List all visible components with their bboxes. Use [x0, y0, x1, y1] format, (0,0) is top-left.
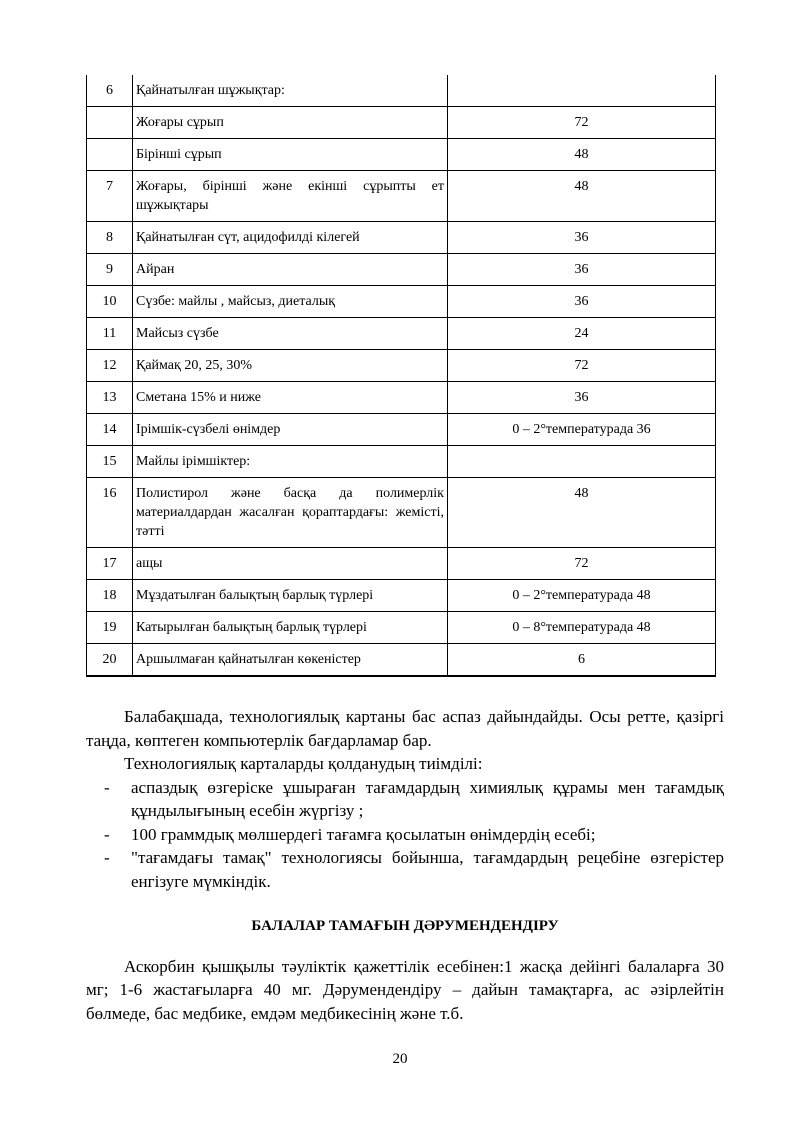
table-row	[87, 254, 716, 286]
bullet-dash: -	[104, 824, 110, 844]
section-heading: БАЛАЛАР ТАМАҒЫН ДӘРУМЕНДЕНДІРУ	[251, 918, 559, 934]
storage-table	[86, 75, 716, 677]
storage-value: 72	[448, 350, 716, 382]
storage-value: 0 – 2°температурада 36	[448, 414, 716, 446]
row-number: 17	[87, 548, 133, 580]
storage-value: 36	[448, 382, 716, 414]
table-row	[87, 548, 716, 580]
list-item	[86, 846, 724, 893]
list-item-text: "тағамдағы тамақ" технологиясы бойынша, тағамдардың рецебіне өзгерістер енгізуге мүмкіндік.	[131, 848, 724, 891]
storage-value: 24	[448, 318, 716, 350]
product-name: Аршылмаған қайнатылған көкеністер	[133, 644, 448, 677]
product-name: Қайнатылған сүт, ацидофилді кілегей	[133, 222, 448, 254]
table-row	[87, 139, 716, 171]
storage-value	[448, 446, 716, 478]
product-name: Қайнатылған шұжықтар:	[133, 75, 448, 107]
table-row	[87, 446, 716, 478]
row-number: 15	[87, 446, 133, 478]
table-row	[87, 286, 716, 318]
storage-table-body	[87, 75, 716, 676]
table-row	[87, 644, 716, 677]
row-number: 12	[87, 350, 133, 382]
list-item	[86, 823, 724, 847]
product-name: Мұздатылған балықтың барлық түрлері	[133, 580, 448, 612]
table-row	[87, 478, 716, 548]
product-name: Айран	[133, 254, 448, 286]
row-number: 9	[87, 254, 133, 286]
row-number: 20	[87, 644, 133, 677]
table-row	[87, 414, 716, 446]
list-item-text: 100 граммдық мөлшердегі тағамға қосылатын өнімдердің есебі;	[131, 824, 596, 844]
product-name: Полистирол және басқа да полимерлік материалдардан жасалған қораптардағы: жемісті, тәтті	[133, 478, 448, 548]
product-name: Сметана 15% и ниже	[133, 382, 448, 414]
storage-value: 36	[448, 286, 716, 318]
row-number: 6	[87, 75, 133, 107]
row-number: 11	[87, 318, 133, 350]
storage-value: 48	[448, 171, 716, 222]
row-number: 10	[87, 286, 133, 318]
row-number: 19	[87, 612, 133, 644]
product-name: Катырылған балықтың барлық түрлері	[133, 612, 448, 644]
page-number: 20	[392, 1051, 408, 1067]
product-name: Сүзбе: майлы , майсыз, диеталық	[133, 286, 448, 318]
table-row	[87, 107, 716, 139]
row-number: 7	[87, 171, 133, 222]
storage-value: 72	[448, 107, 716, 139]
product-name: Майсыз сүзбе	[133, 318, 448, 350]
row-number: 18	[87, 580, 133, 612]
bullet-dash: -	[104, 777, 110, 797]
table-row	[87, 222, 716, 254]
table-row	[87, 318, 716, 350]
product-name: Жоғары, бірінші және екінші сұрыпты ет шұжықтары	[133, 171, 448, 222]
product-name: Бірінші сұрып	[133, 139, 448, 171]
list-item	[86, 776, 724, 823]
product-name: Майлы ірімшіктер:	[133, 446, 448, 478]
row-number: 16	[87, 478, 133, 548]
table-row	[87, 382, 716, 414]
table-row	[87, 350, 716, 382]
body-text	[86, 705, 724, 1025]
product-name: ащы	[133, 548, 448, 580]
storage-value: 36	[448, 254, 716, 286]
storage-value: 72	[448, 548, 716, 580]
storage-value	[448, 75, 716, 107]
storage-value: 6	[448, 644, 716, 677]
table-row	[87, 75, 716, 107]
benefits-list	[86, 776, 724, 894]
paragraph-chef: Балабақшада, технологиялық картаны бас аспаз дайындайды. Осы ретте, қазіргі таңда, көптеген компьютерлік бағдарламар бар.	[86, 707, 724, 750]
storage-value: 0 – 2°температурада 48	[448, 580, 716, 612]
table-row	[87, 580, 716, 612]
table-row	[87, 171, 716, 222]
bullet-dash: -	[104, 848, 110, 867]
row-number: 14	[87, 414, 133, 446]
paragraph-ascorbic: Аскорбин қышқылы тәуліктік қажеттілік есебінен:1 жасқа дейінгі балаларға 30 мг; 1-6 жастағыларға 40 мг. Дәрумендендіру – дайын тамақтарға, ас әзірлейтін бөлмеде, бас медбике, емдәм медбикесінің және т.б.	[86, 956, 724, 1023]
storage-value: 48	[448, 139, 716, 171]
table-row	[87, 612, 716, 644]
paragraph-intro: Технологиялық карталарды қолданудың тиімділі:	[124, 754, 483, 773]
product-name: Ірімшік-сүзбелі өнімдер	[133, 414, 448, 446]
row-number: 8	[87, 222, 133, 254]
product-name: Жоғары сұрып	[133, 107, 448, 139]
row-number: 13	[87, 382, 133, 414]
row-number	[87, 139, 133, 171]
storage-value: 0 – 8°температурада 48	[448, 612, 716, 644]
row-number	[87, 107, 133, 139]
storage-value: 36	[448, 222, 716, 254]
storage-value: 48	[448, 478, 716, 548]
product-name: Қаймақ 20, 25, 30%	[133, 350, 448, 382]
list-item-text: аспаздық өзгеріске ұшыраған тағамдардың химиялық құрамы мен тағамдық құндылығының есебін жүргізу ;	[131, 777, 724, 820]
